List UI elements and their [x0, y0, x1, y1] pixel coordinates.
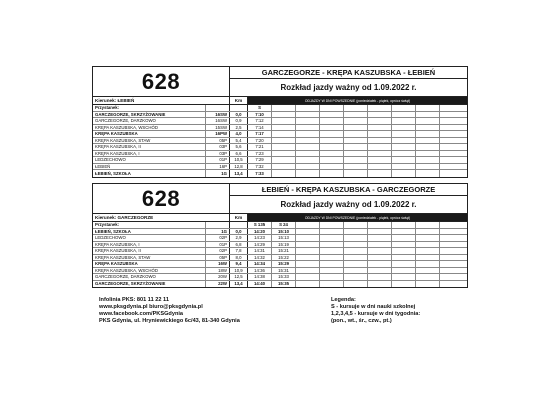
departure-time: 14:20: [248, 229, 272, 235]
empty-cell: [344, 268, 368, 274]
empty-cell: [296, 248, 320, 254]
empty-cell: [392, 118, 416, 124]
timetable-to-garczegorze: [92, 183, 468, 288]
empty-cell: [320, 261, 344, 267]
empty-cell: [368, 151, 392, 157]
empty-cell: [296, 281, 320, 288]
empty-cell: [344, 261, 368, 267]
empty-cell: [344, 248, 368, 254]
empty-cell: [416, 131, 440, 137]
departure-time: 15:33: [272, 274, 296, 280]
empty-cell: [368, 261, 392, 267]
stop-name: KRĘPA KASZUBSKA, I: [93, 242, 206, 248]
empty-cell: [296, 131, 320, 137]
course-header: [320, 105, 344, 111]
stop-name: KRĘPA KASZUBSKA, II: [93, 248, 206, 254]
stop-name: GARCZEGORZE, DARZKOWO: [93, 118, 206, 124]
stop-km: 2,5: [230, 125, 248, 131]
departure-time: 14:32: [248, 255, 272, 261]
stop-km: 6,6: [230, 151, 248, 157]
empty-cell: [392, 125, 416, 131]
empty-cell: [272, 131, 296, 137]
empty-cell: [416, 164, 440, 170]
empty-cell: [416, 274, 440, 280]
departure-time: 14:40: [248, 281, 272, 288]
empty-cell: [272, 157, 296, 163]
empty-cell: [392, 164, 416, 170]
legend-weekdays-list: (pon., wt., śr., czw., pt.): [331, 318, 392, 324]
line-number: 628: [93, 184, 230, 213]
stop-name: ŁEBIEŃ, SZKOŁA: [93, 229, 206, 235]
empty-cell: [272, 125, 296, 131]
course-header: [296, 222, 320, 228]
empty-cell: [320, 138, 344, 144]
empty-cell: [440, 144, 464, 150]
empty-cell: [296, 138, 320, 144]
departure-time: 7:32: [248, 164, 272, 170]
departure-time: 14:38: [248, 274, 272, 280]
empty-cell: [296, 151, 320, 157]
stop-km: 10,9: [230, 268, 248, 274]
empty-cell: [440, 118, 464, 124]
empty-cell: [368, 138, 392, 144]
empty-cell: [392, 255, 416, 261]
empty-cell: [416, 157, 440, 163]
empty-cell: [392, 281, 416, 288]
empty-cell: [320, 170, 344, 177]
empty-cell: [416, 281, 440, 288]
stop-km: 8,0: [230, 255, 248, 261]
stop-km: 10,5: [230, 157, 248, 163]
departure-time: 7:10: [248, 112, 272, 118]
course-header: [272, 105, 296, 111]
empty-cell: [344, 125, 368, 131]
empty-cell: [344, 157, 368, 163]
empty-cell: [296, 170, 320, 177]
course-header: [344, 105, 368, 111]
stop-code: 16SW: [206, 112, 230, 118]
departure-time: 7:20: [248, 138, 272, 144]
empty-cell: [368, 164, 392, 170]
direction-row: [93, 214, 467, 222]
empty-cell: [344, 229, 368, 235]
stop-km: 12,5: [230, 274, 248, 280]
stop-code: 03P: [206, 151, 230, 157]
empty-cell: [344, 112, 368, 118]
empty-cell: [296, 144, 320, 150]
empty-cell: [320, 125, 344, 131]
empty-cell: [368, 144, 392, 150]
departure-time: 15:13: [272, 235, 296, 241]
empty-cell: [392, 235, 416, 241]
stops-header: Przystanek:: [93, 222, 206, 228]
departure-time: 7:33: [248, 170, 272, 177]
empty-cell: [392, 242, 416, 248]
stop-km: 9,4: [230, 261, 248, 267]
stop-code: 16P: [206, 164, 230, 170]
departure-time: 15:31: [272, 268, 296, 274]
stop-code: 05P: [206, 138, 230, 144]
empty-cell: [272, 164, 296, 170]
empty-cell: [416, 118, 440, 124]
empty-cell: [344, 131, 368, 137]
line-number: 628: [93, 67, 230, 96]
empty-cell: [368, 131, 392, 137]
empty-cell: [440, 274, 464, 280]
empty-cell: [416, 170, 440, 177]
empty-cell: [296, 242, 320, 248]
stop-code: 01P: [206, 157, 230, 163]
stop-name: GARCZEGORZE, SKRZYŻOWANIE: [93, 281, 206, 288]
departure-time: 14:29: [248, 242, 272, 248]
empty-cell: [320, 157, 344, 163]
stop-km: 13,4: [230, 170, 248, 177]
empty-cell: [344, 151, 368, 157]
stops-header: Przystanek:: [93, 105, 206, 111]
empty-cell: [368, 112, 392, 118]
empty-cell: [392, 261, 416, 267]
empty-cell: [416, 255, 440, 261]
stop-code: 16W: [206, 261, 230, 267]
empty-cell: [320, 118, 344, 124]
departure-time: 14:23: [248, 235, 272, 241]
stop-name: KRĘPA KASZUBSKA, WSCHÓD: [93, 268, 206, 274]
km-header: Km: [230, 97, 248, 104]
empty-cell: [392, 131, 416, 137]
empty-cell: [344, 138, 368, 144]
stop-row: [93, 170, 467, 177]
departure-time: 7:21: [248, 144, 272, 150]
empty-cell: [392, 112, 416, 118]
course-header: [440, 105, 464, 111]
hotline-text: Infolinia PKS: 801 11 22 11: [99, 297, 169, 303]
empty-cell: [440, 151, 464, 157]
stop-km: 0,0: [230, 112, 248, 118]
empty-cell: [320, 151, 344, 157]
timetable-header: [93, 67, 467, 97]
empty-cell: [344, 255, 368, 261]
stop-km: 13,4: [230, 281, 248, 288]
departure-time: 15:29: [272, 261, 296, 267]
departure-time: 14:31: [248, 248, 272, 254]
legend-s: S - kursuje w dni nauki szkolnej: [331, 304, 416, 310]
course-header: S: [248, 105, 272, 111]
course-header: [368, 222, 392, 228]
course-header: [416, 105, 440, 111]
empty-cell: [320, 281, 344, 288]
empty-cell: [368, 268, 392, 274]
empty-cell: [320, 144, 344, 150]
stop-name: KRĘPA KASZUBSKA, II: [93, 144, 206, 150]
stop-code: 22W: [206, 281, 230, 288]
timetable-header: [93, 184, 467, 214]
empty-cell: [440, 242, 464, 248]
empty-cell: [392, 151, 416, 157]
empty-cell: [320, 255, 344, 261]
stop-name: KRĘPA KASZUBSKA: [93, 131, 206, 137]
stop-code: 02P: [206, 235, 230, 241]
stop-code: 02P: [206, 248, 230, 254]
stop-km: 7,8: [230, 248, 248, 254]
empty-cell: [368, 274, 392, 280]
days-band: ODJAZDY W DNI POWSZEDNIE (poniedziałek - piątek, oprócz świąt): [248, 97, 467, 104]
direction-label: Kierunek: ŁEBIEŃ: [93, 97, 230, 104]
stop-km: 6,8: [230, 242, 248, 248]
stop-km: 0,9: [230, 118, 248, 124]
route-title: GARCZEGORZE - KRĘPA KASZUBSKA - ŁEBIEŃ: [230, 67, 467, 79]
empty-cell: [392, 138, 416, 144]
empty-cell: [416, 112, 440, 118]
empty-cell: [344, 144, 368, 150]
route-title: ŁEBIEŃ - KRĘPA KASZUBSKA - GARCZEGORZE: [230, 184, 467, 196]
website-email-text: www.pksgdynia.pl biuro@pksgdynia.pl: [99, 304, 203, 310]
empty-cell: [344, 235, 368, 241]
stop-km: 12,8: [230, 164, 248, 170]
empty-cell: [392, 144, 416, 150]
empty-cell: [440, 281, 464, 288]
stop-name: KRĘPA KASZUBSKA, STAW: [93, 255, 206, 261]
departure-time: 7:29: [248, 157, 272, 163]
empty-cell: [320, 248, 344, 254]
empty-cell: [416, 242, 440, 248]
empty-cell: [440, 255, 464, 261]
empty-cell: [344, 242, 368, 248]
empty-cell: [344, 164, 368, 170]
departure-time: 7:17: [248, 131, 272, 137]
empty-cell: [320, 242, 344, 248]
empty-cell: [440, 125, 464, 131]
validity-date: Rozkład jazdy ważny od 1.09.2022 r.: [280, 83, 417, 92]
empty-cell: [368, 281, 392, 288]
stop-row: [93, 281, 467, 288]
stop-name: LEDZECHOWO: [93, 235, 206, 241]
stop-code: 16PW: [206, 131, 230, 137]
stop-code: 03P: [206, 144, 230, 150]
empty-cell: [392, 248, 416, 254]
stop-km: 2,9: [230, 235, 248, 241]
empty-cell: [272, 118, 296, 124]
empty-cell: [416, 151, 440, 157]
stop-km: 5,4: [230, 138, 248, 144]
empty-cell: [440, 138, 464, 144]
stop-km: 0,0: [230, 229, 248, 235]
stop-name: KRĘPA KASZUBSKA, STAW: [93, 138, 206, 144]
empty-cell: [320, 235, 344, 241]
departure-time: 14:34: [248, 261, 272, 267]
empty-cell: [296, 229, 320, 235]
empty-cell: [368, 255, 392, 261]
empty-cell: [296, 261, 320, 267]
empty-cell: [344, 170, 368, 177]
course-header: [344, 222, 368, 228]
legend: [331, 297, 420, 325]
stop-name: GARCZEGORZE, DARZKOWO: [93, 274, 206, 280]
empty-cell: [368, 229, 392, 235]
course-header: [416, 222, 440, 228]
empty-cell: [272, 170, 296, 177]
timetable-body: [93, 105, 467, 177]
empty-cell: [296, 157, 320, 163]
empty-cell: [440, 131, 464, 137]
empty-cell: [440, 268, 464, 274]
empty-cell: [344, 274, 368, 280]
validity-date: Rozkład jazdy ważny od 1.09.2022 r.: [280, 200, 417, 209]
km-cell: [230, 222, 248, 228]
empty-cell: [392, 268, 416, 274]
empty-cell: [320, 164, 344, 170]
empty-cell: [368, 125, 392, 131]
empty-cell: [440, 112, 464, 118]
empty-cell: [368, 118, 392, 124]
empty-cell: [296, 255, 320, 261]
empty-cell: [296, 164, 320, 170]
timetable-body: [93, 222, 467, 287]
course-header: S 135: [248, 222, 272, 228]
empty-cell: [368, 235, 392, 241]
empty-cell: [440, 164, 464, 170]
stop-code: 20W: [206, 274, 230, 280]
empty-cell: [344, 281, 368, 288]
departure-time: 15:35: [272, 281, 296, 288]
course-header: [392, 105, 416, 111]
empty-cell: [272, 151, 296, 157]
empty-cell: [296, 112, 320, 118]
empty-cell: [416, 144, 440, 150]
stop-code: 05P: [206, 255, 230, 261]
empty-cell: [440, 261, 464, 267]
empty-cell: [296, 268, 320, 274]
empty-cell: [416, 138, 440, 144]
legend-title: Legenda:: [331, 297, 356, 303]
stop-name: KRĘPA KASZUBSKA, I: [93, 151, 206, 157]
contact-info: [99, 297, 240, 325]
empty-cell: [296, 125, 320, 131]
stop-code: 16SW: [206, 118, 230, 124]
empty-cell: [272, 138, 296, 144]
empty-cell: [392, 157, 416, 163]
departure-time: 7:23: [248, 151, 272, 157]
departure-time: 15:19: [272, 242, 296, 248]
facebook-text: www.facebook.com/PKSGdynia: [99, 311, 184, 317]
stop-code: 1G: [206, 170, 230, 177]
code-cell: [206, 222, 230, 228]
stop-code: 15SW: [206, 125, 230, 131]
empty-cell: [392, 229, 416, 235]
stop-km: 4,0: [230, 131, 248, 137]
direction-row: [93, 97, 467, 105]
empty-cell: [416, 261, 440, 267]
course-header: S 24: [272, 222, 296, 228]
course-header: [296, 105, 320, 111]
empty-cell: [296, 235, 320, 241]
departure-time: 7:12: [248, 118, 272, 124]
departure-time: 15:22: [272, 255, 296, 261]
empty-cell: [440, 248, 464, 254]
empty-cell: [440, 235, 464, 241]
empty-cell: [272, 144, 296, 150]
empty-cell: [416, 248, 440, 254]
stop-name: GARCZEGORZE, SKRZYŻOWANIE: [93, 112, 206, 118]
empty-cell: [368, 170, 392, 177]
legend-weekdays: 1,2,3,4,5 - kursuje w dni tygodnia:: [331, 311, 421, 317]
stop-code: 18W: [206, 268, 230, 274]
course-header: [440, 222, 464, 228]
departure-time: 15:10: [272, 229, 296, 235]
empty-cell: [320, 131, 344, 137]
empty-cell: [344, 118, 368, 124]
empty-cell: [296, 118, 320, 124]
empty-cell: [320, 112, 344, 118]
empty-cell: [368, 242, 392, 248]
stop-name: KRĘPA KASZUBSKA, WSCHÓD: [93, 125, 206, 131]
code-cell: [206, 105, 230, 111]
empty-cell: [392, 274, 416, 280]
empty-cell: [440, 157, 464, 163]
departure-time: 7:14: [248, 125, 272, 131]
stop-name: KRĘPA KASZUBSKA: [93, 261, 206, 267]
departure-time: 14:36: [248, 268, 272, 274]
empty-cell: [440, 229, 464, 235]
empty-cell: [368, 248, 392, 254]
empty-cell: [440, 170, 464, 177]
stop-name: ŁEBIEŃ, SZKOŁA: [93, 170, 206, 177]
course-header: [392, 222, 416, 228]
stop-code: 01P: [206, 242, 230, 248]
days-band: ODJAZDY W DNI POWSZEDNIE (poniedziałek - piątek, oprócz świąt): [248, 214, 467, 221]
empty-cell: [368, 157, 392, 163]
stop-name: ŁEBIEŃ: [93, 164, 206, 170]
empty-cell: [416, 235, 440, 241]
address-text: PKS Gdynia, ul. Hryniewickiego 6c/43, 81-340 Gdynia: [99, 318, 240, 324]
empty-cell: [392, 170, 416, 177]
empty-cell: [320, 274, 344, 280]
stop-km: 5,6: [230, 144, 248, 150]
empty-cell: [416, 125, 440, 131]
km-cell: [230, 105, 248, 111]
course-header: [320, 222, 344, 228]
timetable-to-lebien: [92, 66, 468, 178]
km-header: Km: [230, 214, 248, 221]
direction-label: Kierunek: GARCZEGORZE: [93, 214, 230, 221]
course-header: [368, 105, 392, 111]
empty-cell: [320, 229, 344, 235]
empty-cell: [416, 268, 440, 274]
departure-time: 15:21: [272, 248, 296, 254]
stop-code: 1G: [206, 229, 230, 235]
empty-cell: [320, 268, 344, 274]
stop-name: LEDZECHOWO: [93, 157, 206, 163]
empty-cell: [272, 112, 296, 118]
empty-cell: [416, 229, 440, 235]
empty-cell: [296, 274, 320, 280]
